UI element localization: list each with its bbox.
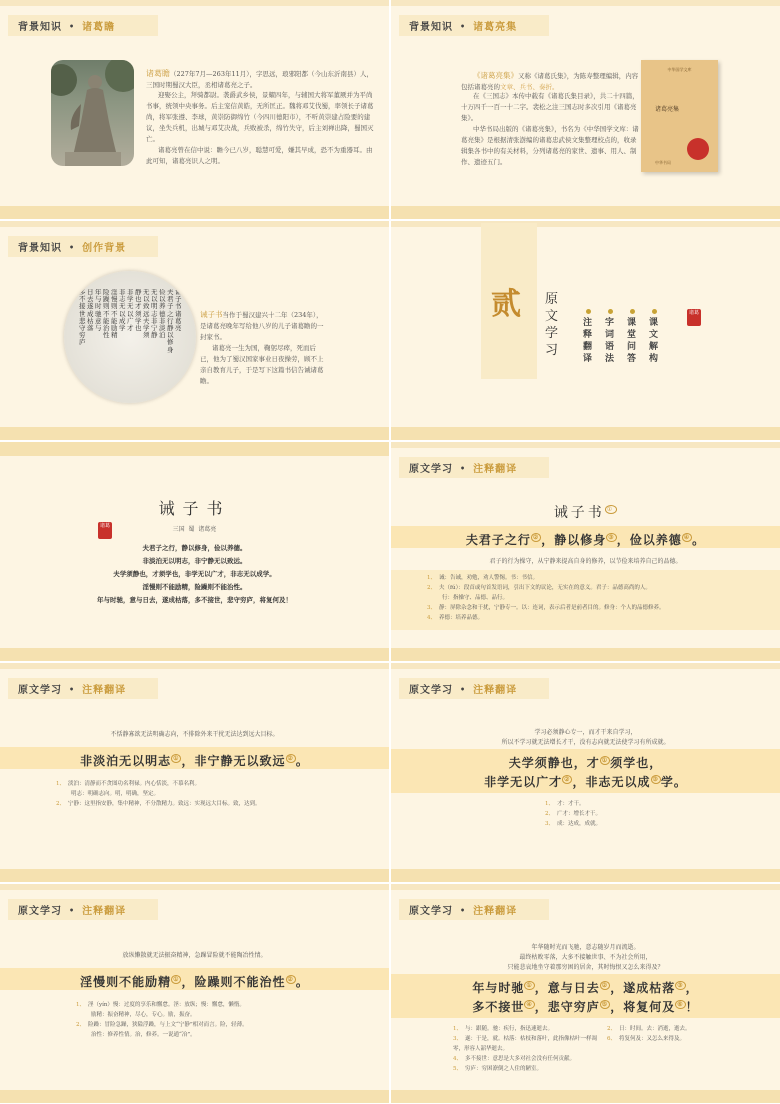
header-category: 原文学习	[409, 685, 453, 696]
calligraphy-column: 诫子书 诸葛亮	[175, 289, 182, 333]
note-marker[interactable]: ②	[287, 755, 294, 762]
work-date: 当作于蜀汉建兴十二年（234年），是诸葛亮晚年写给他八岁的儿子诸葛瞻的一封家书。	[200, 311, 324, 341]
section-items	[583, 309, 659, 365]
calligraphy-column: 淫慢则不能励精	[111, 289, 118, 340]
book-contents: 文章、兵书、奏折。	[500, 83, 559, 91]
slide-notes-1[interactable]	[391, 442, 780, 661]
note-item	[56, 789, 356, 799]
note-item	[56, 799, 356, 809]
translation-1: 年华随时光而飞驰，意志随岁月而流逝。	[531, 944, 640, 951]
note-number: 1、	[76, 1002, 85, 1008]
calligraphy-column: 非志无以成学	[119, 289, 126, 333]
bottom-bar	[391, 648, 780, 661]
note-item	[427, 573, 747, 583]
calligraphy-column: 多不接世 悲守穷庐	[79, 289, 86, 347]
header-dot: •	[69, 683, 76, 694]
section-number: 贰	[491, 287, 521, 322]
book-cover	[641, 60, 718, 172]
section-item-qa[interactable]	[627, 309, 637, 365]
line-part: ，险躁则不能治性	[181, 975, 286, 989]
original-line	[0, 973, 389, 990]
note-text: 日：时间。去：消逝，逝去。	[619, 1026, 691, 1032]
top-bar	[0, 442, 389, 456]
line-part: ，俭以养德	[616, 533, 682, 547]
note-number: 2、	[56, 801, 65, 807]
header-topic: 创作背景	[82, 243, 127, 254]
header-topic: 诸葛瞻	[82, 22, 116, 33]
header-topic: 注释翻译	[473, 906, 518, 917]
bottom-bar	[0, 1090, 389, 1103]
cover-publisher: 中华书局	[655, 160, 671, 165]
line-part: 非淡泊无以明志	[80, 754, 172, 768]
note-number: 2、	[76, 1022, 85, 1028]
translation-2: 最终枯败零落，大多不接触世事、不为社会所用，	[519, 954, 652, 961]
book-desc: 又称《诸葛氏集》，为陈寿整理编辑，内容包括诸葛亮的	[461, 72, 639, 91]
section-header	[399, 899, 549, 920]
header-dot: •	[69, 904, 76, 915]
header-dot: •	[460, 683, 467, 694]
header-dot: •	[460, 20, 467, 31]
red-seal-icon: 诸葛	[687, 309, 701, 326]
calligraphy-column: 无以致远 夫学须	[143, 289, 150, 340]
top-bar	[0, 221, 389, 227]
notes-list-right	[607, 1024, 737, 1044]
header-dot: •	[460, 904, 467, 915]
note-item	[76, 1030, 376, 1040]
bio-intro: （227年7月—263年11月），字思远，琅邪阳都（今山东沂南县）人，三国时期蜀汉大臣，丞相诸葛亮之子。	[146, 70, 373, 89]
top-bar	[0, 663, 389, 669]
section-item-label: 课文解构	[649, 318, 659, 364]
slide-notes-2[interactable]	[0, 663, 389, 882]
note-item	[76, 1010, 376, 1020]
note-item	[545, 809, 695, 819]
header-category: 背景知识	[409, 22, 453, 33]
book-edition: 中华书局出版的《诸葛亮集》，书名为《中华国学文库：诸葛亮集》是根据清张澍编的诸葛忠武侯文集整理校点的，收录辑集各书中的有关材料，分列诸葛亮的家世、遗事、用人、制作、遗迹五门。	[461, 125, 639, 166]
note-item	[427, 603, 747, 613]
header-category: 原文学习	[18, 685, 62, 696]
note-item	[76, 1000, 376, 1010]
slide-creation-background[interactable]	[0, 221, 389, 440]
header-category: 背景知识	[18, 243, 62, 254]
statue-image	[51, 60, 134, 166]
section-header	[8, 678, 158, 699]
original-line-1	[391, 754, 780, 771]
section-header	[8, 899, 158, 920]
top-bar	[391, 442, 780, 448]
line-part: 非学无以广才	[484, 775, 563, 789]
note-item	[607, 1024, 737, 1034]
note-text: 将复何及：又怎么来得及。	[619, 1036, 686, 1042]
book-title: 《诸葛亮集》	[473, 71, 518, 80]
bullet-icon	[608, 309, 613, 314]
line-part: ，将复何及	[610, 1000, 676, 1014]
calligraphy-column: 非学无以广才	[127, 289, 134, 333]
calligraphy-column: 静也 才须学也	[135, 289, 142, 333]
text-line: 非淡泊无以明志，非宁静无以致远。	[142, 557, 247, 565]
calligraphy-plate	[64, 271, 196, 403]
top-bar	[0, 0, 389, 6]
section-item-grammar[interactable]	[605, 309, 615, 365]
text-author: 三国 蜀 诸葛亮	[172, 526, 217, 533]
bottom-bar	[0, 206, 389, 219]
original-line	[391, 531, 780, 548]
note-number: 3、	[545, 821, 554, 827]
section-header	[8, 15, 158, 36]
note-item	[545, 799, 695, 809]
header-topic: 注释翻译	[473, 685, 518, 696]
section-item-label: 字词语法	[605, 318, 615, 364]
translation: 君子的行为操守，从宁静来提高自身的修养，以节俭来培养自己的品德。	[489, 558, 682, 565]
text-line: 夫学须静也，才须学也，非学无以广才，非志无以成学。	[113, 570, 276, 578]
bottom-bar	[391, 869, 780, 882]
note-text: 淡泊：清静而不贪图功名利禄。内心恬淡，不慕名利。	[68, 781, 201, 787]
note-marker[interactable]: ③	[652, 776, 659, 783]
note-text: 夫（fú）：段首或句首发语词，引出下文的议论，无实在的意义。君子：品德高尚的人。	[439, 585, 651, 591]
line-part: 学。	[660, 775, 687, 789]
header-dot: •	[69, 241, 76, 252]
header-category: 原文学习	[409, 464, 453, 475]
slide-notes-5[interactable]	[391, 884, 780, 1103]
note-number: 2、	[607, 1026, 616, 1032]
top-bar	[391, 221, 780, 227]
text-line: 夫君子之行，静以修身，俭以养德。	[142, 544, 247, 552]
line-part: 夫学须静也，才	[508, 756, 600, 770]
line-part: ，遂成枯落	[610, 981, 676, 995]
line-part: 须学也，	[610, 756, 663, 770]
top-bar	[0, 884, 389, 890]
bullet-icon	[630, 309, 635, 314]
cover-series: 中华国学文库	[667, 67, 692, 72]
calligraphy-column: 年与时驰 意与	[95, 289, 102, 333]
note-item	[56, 779, 356, 789]
header-topic: 诸葛亮集	[473, 22, 518, 33]
work-background: 诸葛亮一生为国，鞠躬尽瘁，死而后已，他为了蜀汉国家事业日夜操劳，顾不上亲自教育儿子，于是写下这篇书信告诫诸葛瞻。	[200, 344, 324, 385]
line-part: 。	[692, 533, 706, 547]
note-text: 明志：明确志向。明，明确，坚定。	[71, 791, 160, 797]
bullet-icon	[652, 309, 657, 314]
section-item-label: 课堂问答	[627, 318, 637, 364]
note-item	[453, 1064, 603, 1074]
section-title: 原文学习	[545, 292, 559, 358]
line-part: 夫君子之行	[465, 533, 531, 547]
note-marker[interactable]: ②	[532, 534, 540, 541]
note-text: 成：达成，成就。	[557, 821, 602, 827]
slide-full-text[interactable]	[0, 442, 389, 661]
note-marker[interactable]: ②	[564, 776, 571, 783]
note-text: 宁静：这里指安静，集中精神，不分散精力。致远：实现远大目标。致，达到。	[68, 801, 261, 807]
note-marker[interactable]: ①	[526, 982, 533, 989]
note-number: 6、	[607, 1036, 616, 1042]
book-catalog: 在《三国志》本传中载有《诸葛氏集目录》，共二十四篇，十万四千一百一十二字。裴松之注三国志时多次引用《诸葛亮集》。	[461, 92, 639, 122]
notes-list	[56, 779, 356, 809]
text-title: 诫子书	[158, 499, 231, 518]
translation: 放纵懒散就无法振奋精神，急躁冒险就不能陶冶性情。	[122, 952, 267, 959]
bio-career: 迎娶公主，拜骑都尉。袭爵武乡侯，景耀四年，与辅国大将军董厥并为平尚书事，统领中央事务。后主宠信黄皓，无所匡正。魏将邓艾伐蜀，率领长子诸葛尚，将军张遵、李球，黄崇防御绵竹（今四川德阳市），不听黄崇建占险要的建议，坐失兵机，出城与邓艾决战，兵败被杀，绵竹失守，后主刘禅出降，蜀国灭亡。	[146, 91, 374, 143]
original-line-2	[391, 773, 780, 790]
header-category: 背景知识	[18, 22, 62, 33]
calligraphy-column: 无以明志 非宁静	[151, 289, 158, 340]
note-number: 3、	[427, 605, 436, 611]
notes-list-left	[453, 1024, 603, 1074]
calligraphy-text	[78, 289, 182, 385]
calligraphy-column: 夫君子之行 静以修身	[167, 289, 174, 354]
section-header	[399, 457, 549, 478]
slide-section-two[interactable]	[391, 221, 780, 440]
note-item	[453, 1054, 603, 1064]
note-text: 多不接世：意思是大多对社会没有任何贡献。	[465, 1056, 576, 1062]
slide-notes-3[interactable]	[391, 663, 780, 882]
calligraphy-column: 日去 遂成枯落	[87, 289, 94, 333]
header-dot: •	[69, 20, 76, 31]
section-header	[399, 15, 549, 36]
note-text: 励精：振奋精神，尽心，专心。励，振奋。	[91, 1012, 196, 1018]
calligraphy-column: 险躁则不能治性	[103, 289, 110, 340]
note-marker[interactable]: ⑤	[601, 1001, 609, 1008]
note-number: 2、	[545, 811, 554, 817]
note-marker[interactable]: ②	[601, 982, 609, 989]
bio-comment: 诸葛亮曾在信中说：瞻今已八岁，聪慧可爱，嫌其早成，恐不为重器耳。由此可知，诸葛亮识人之明。	[146, 146, 373, 165]
top-bar	[391, 663, 780, 669]
note-item	[427, 583, 747, 593]
line-part: 淫慢则不能励精	[80, 975, 172, 989]
note-text: 穷庐：穷困潦倒之人住的陋室。	[465, 1066, 543, 1072]
note-text: 遂：于是，就。枯落：枯枝和落叶，此指像枯叶一样凋零，形容人韶华逝去。	[453, 1036, 598, 1052]
cover-title: 诸葛亮集	[655, 106, 680, 113]
note-text: 行：指操守、品德、品行。	[442, 595, 509, 601]
note-marker[interactable]: ④	[683, 534, 691, 541]
note-marker[interactable]: ④	[526, 1001, 533, 1008]
line-part: ！	[685, 1000, 699, 1014]
section-header	[8, 236, 158, 257]
note-number: 4、	[427, 615, 436, 621]
bullet-icon	[586, 309, 591, 314]
line-part: ，非志无以成	[572, 775, 651, 789]
work-title: 诫子书	[200, 310, 223, 319]
note-number: 1、	[453, 1026, 462, 1032]
translation-1: 学习必须静心专一，而才干来自学习，	[534, 729, 637, 736]
note-marker[interactable]: ②	[287, 976, 294, 983]
header-category: 原文学习	[18, 906, 62, 917]
translation: 不恬静寡欲无法明确志向，不排除外来干扰无法达到远大目标。	[110, 731, 279, 738]
note-item	[427, 613, 747, 623]
bottom-bar	[0, 869, 389, 882]
section-header	[399, 678, 549, 699]
line-part: 。	[295, 975, 309, 989]
line-part: 年与时驰	[472, 981, 525, 995]
section-item-notes[interactable]	[583, 309, 593, 365]
header-topic: 注释翻译	[82, 906, 127, 917]
note-item	[545, 819, 695, 829]
note-text: 治性：修养性情。治，修养。一说通“冶”。	[91, 1032, 196, 1038]
line-part: ，意与日去	[534, 981, 600, 995]
person-name: 诸葛瞻	[146, 69, 170, 78]
note-text: 广才：增长才干。	[557, 811, 602, 817]
note-number: 1、	[545, 801, 554, 807]
text-body	[0, 542, 389, 607]
line-part: 。	[295, 754, 309, 768]
slide-zhuge-liang-collection[interactable]	[391, 0, 780, 219]
line-part: ，非宁静无以致远	[181, 754, 286, 768]
notes-list	[76, 1000, 376, 1040]
note-item	[76, 1020, 376, 1030]
note-text: 静：屏除杂念和干扰，宁静专一。以：连词，表示后者是前者目的。修身：个人的品德修养。	[439, 605, 665, 611]
bottom-bar	[0, 427, 389, 440]
text-title	[391, 502, 780, 522]
text-line: 淫慢则不能励精，险躁则不能治性。	[142, 583, 247, 591]
red-seal-icon: 诸葛	[98, 522, 112, 539]
note-number: 4、	[453, 1056, 462, 1062]
top-bar	[391, 884, 780, 890]
note-item	[453, 1024, 603, 1034]
title-text: 诫子书	[553, 505, 605, 521]
note-text: 诫：告诫，劝勉，劝人警惕。书：书信。	[439, 575, 539, 581]
calligraphy-column: 俭以养德 非淡泊	[159, 289, 166, 340]
note-number: 1、	[56, 781, 65, 787]
note-marker[interactable]: ③	[677, 982, 684, 989]
bottom-bar	[391, 427, 780, 440]
text-line: 年与时驰，意与日去，遂成枯落，多不接世，悲守穷庐，将复何及！	[97, 596, 292, 604]
original-line-2	[391, 998, 780, 1015]
header-dot: •	[460, 462, 467, 473]
note-marker[interactable]: ①	[606, 506, 616, 514]
line-part: ，静以修身	[541, 533, 607, 547]
note-marker[interactable]: ①	[173, 976, 180, 983]
note-number: 2、	[427, 585, 436, 591]
note-marker[interactable]: ③	[608, 534, 615, 541]
note-item	[607, 1034, 737, 1044]
note-marker[interactable]: ①	[601, 757, 609, 764]
notes-list	[545, 799, 695, 829]
header-category: 原文学习	[409, 906, 453, 917]
note-marker[interactable]: ⑥	[677, 1001, 684, 1008]
cover-seal-icon	[687, 138, 709, 160]
note-text: 养德：培养品德。	[439, 615, 484, 621]
note-text: 才：才干。	[557, 801, 585, 807]
header-topic: 注释翻译	[473, 464, 518, 475]
slide-notes-4[interactable]	[0, 884, 389, 1103]
note-text: 淫（yín）慢：过度的享乐和懈怠。淫：放纵；慢：懈怠，懒惰。	[88, 1002, 245, 1008]
note-number: 3、	[453, 1036, 462, 1042]
slide-zhuge-zhan[interactable]	[0, 0, 389, 219]
top-bar	[391, 0, 780, 6]
translation-3: 只能悲哀地坐守着那穷困的居舍，其时悔恨又怎么来得及？	[507, 964, 664, 971]
note-item	[453, 1034, 603, 1054]
line-part: ，悲守穷庐	[534, 1000, 600, 1014]
note-text: 险躁：冒险急躁，狭隘浮躁，与上文“宁静”相对而言。险，轻薄。	[88, 1022, 248, 1028]
translation-2: 所以不学习就无法增长才干，没有志向就无法使学习有所成就。	[501, 739, 670, 746]
note-number: 5、	[453, 1066, 462, 1072]
line-part: 多不接世	[472, 1000, 525, 1014]
section-item-structure[interactable]	[649, 309, 659, 365]
header-topic: 注释翻译	[82, 685, 127, 696]
note-number: 1、	[427, 575, 436, 581]
original-line	[0, 752, 389, 769]
line-part: ，	[685, 981, 699, 995]
note-marker[interactable]: ①	[173, 755, 180, 762]
original-line-1	[391, 979, 780, 996]
bottom-bar	[391, 1090, 780, 1103]
notes-list	[427, 573, 747, 623]
section-item-label: 注释翻译	[583, 318, 593, 364]
bottom-bar	[391, 206, 780, 219]
note-item	[427, 593, 747, 603]
note-text: 与：跟随。驰：疾行，指迅速逝去。	[465, 1026, 554, 1032]
bottom-bar	[0, 648, 389, 661]
statue-figure-icon	[51, 60, 134, 166]
